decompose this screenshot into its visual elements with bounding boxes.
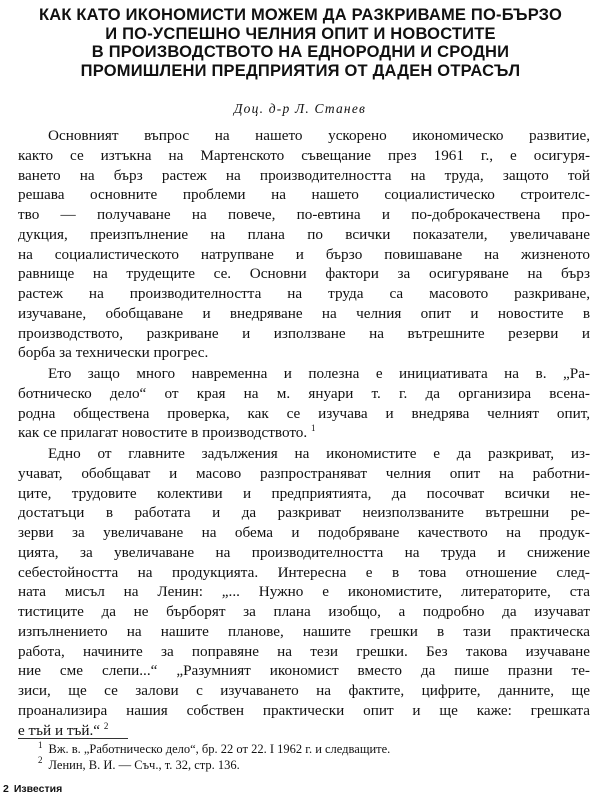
text-line: проанализира нашия собствен практически опит и ще каже: грешката <box>18 701 590 719</box>
text-line: равнище на трудещите се. Основни фактори за осигуряване на бърз <box>18 265 590 283</box>
footnote-number: 2 <box>38 755 43 766</box>
paragraph-2 <box>18 364 590 443</box>
article-body <box>18 126 590 740</box>
text-line: зиси, ще се залови с изучаването на фактите, цифрите, данните, ще <box>18 682 590 699</box>
title-line: И ПО-УСПЕШНО ЧЕЛНИЯ ОПИТ И НОВОСТИТЕ <box>105 24 496 43</box>
text-line: работа, начините за поправяне на тези грешки. Без такова изучаване <box>18 642 590 660</box>
text-line: учават, обобщават и масово разпространяват челния опит на работни- <box>18 464 590 482</box>
footnote-number: 1 <box>38 739 43 750</box>
text-line: решава основните проблеми на нашето социалистическо строителс- <box>18 186 590 204</box>
footnote-ref-2[interactable]: 2 <box>103 720 109 731</box>
text-line: растеж на производителността на труда са масовото разкриване, <box>18 285 590 302</box>
text-line: е тъй и тъй.“ <box>18 721 101 739</box>
text-line: ната мисъл на Ленин: „... Нужно е икономистите, литераторите, ста <box>18 583 590 601</box>
text-line: Ето защо много навременна и полезна е инициативата на в. „Ра- <box>48 365 590 382</box>
footnote-ref-1[interactable]: 1 <box>310 423 316 434</box>
text-line: както се изтъкна на Мартенското съвещание през 1961 г., е осигуря- <box>18 146 590 164</box>
text-line: ние сме слепи...“ „Разумният икономист вместо да пише празни те- <box>18 662 590 680</box>
article-author: Доц. д-р Л. Станев <box>233 101 367 116</box>
text-line: тистиците да не бърборят за плана изобщо, а подробно да изучават <box>18 603 590 620</box>
footnote-divider <box>18 738 128 739</box>
text-line: Основният въпрос на нашето ускорено икономическо развитие, <box>48 127 590 144</box>
page-number: 2 <box>3 783 9 795</box>
text-line: зерви за увеличаване на обема и подобряване качеството на продук- <box>18 524 590 541</box>
footnotes <box>38 739 590 773</box>
text-line: себестойността на продукцията. Интересна е в това отношение след- <box>18 563 590 581</box>
text-line: на социалистическото натрупване и бързо повишаване на жизненото <box>18 245 590 263</box>
text-line: ците, трудовите колективи и предприятията, да посочват всички не- <box>18 484 590 502</box>
article-title <box>8 6 593 80</box>
text-line: изпълнението на нашите планове, нашите грешки в тази практическа <box>18 622 590 640</box>
text-line: тво — получаване на повече, по-евтина и по-доброкачествена про- <box>18 206 590 223</box>
footnote-2 <box>38 755 590 774</box>
text-line: как се прилагат новостите в производството. <box>18 424 308 442</box>
footnote-text: Вж. в. „Работническо дело“, бр. 22 от 22. I 1962 г. и следващите. <box>48 742 391 756</box>
text-line: достатъци в работата и да разкриват неизползваните вътрешни ре- <box>18 504 590 522</box>
text-line: изучаване, обобщаване и внедряване на челния опит и новостите в <box>18 304 590 322</box>
text-line: цията, за увеличаване на производителността на труда и снижение <box>18 543 590 561</box>
title-line: В ПРОИЗВОДСТВОТО НА ЕДНОРОДНИ И СРОДНИ <box>91 43 510 61</box>
text-line: борба за технически прогрес. <box>18 344 209 362</box>
text-line: ването на бърз растеж на производителността на труда, защото той <box>18 166 590 184</box>
text-line: ботническо дело“ от края на м. януари т. г. да организира всена- <box>18 384 590 402</box>
text-line: производството, разкриване и използване на вътрешните резерви и <box>18 324 590 342</box>
text-line: родна обществена проверка, как се изучава и внедрява челният опит, <box>18 404 590 422</box>
text-line: Едно от главните задължения на икономистите е да разкриват, из- <box>48 445 590 462</box>
journal-name: Известия <box>13 783 63 795</box>
text-line: дукция, преизпълнение на плана по всички показатели, увеличаване <box>18 225 590 243</box>
paragraph-3 <box>18 444 590 740</box>
title-line: КАК КАТО ИКОНОМИСТИ МОЖЕМ ДА РАЗКРИВАМЕ ПО-БЪРЗО <box>38 6 563 24</box>
footnote-1 <box>38 739 590 758</box>
running-footer <box>3 783 62 795</box>
text-line-with-footnote <box>18 423 590 443</box>
footnote-text: Ленин, В. И. — Съч., т. 32, стр. 136. <box>48 757 240 772</box>
paragraph-1 <box>18 126 590 363</box>
title-line: ПРОМИШЛЕНИ ПРЕДПРИЯТИЯ ОТ ДАДЕН ОТРАСЪЛ <box>80 61 521 80</box>
